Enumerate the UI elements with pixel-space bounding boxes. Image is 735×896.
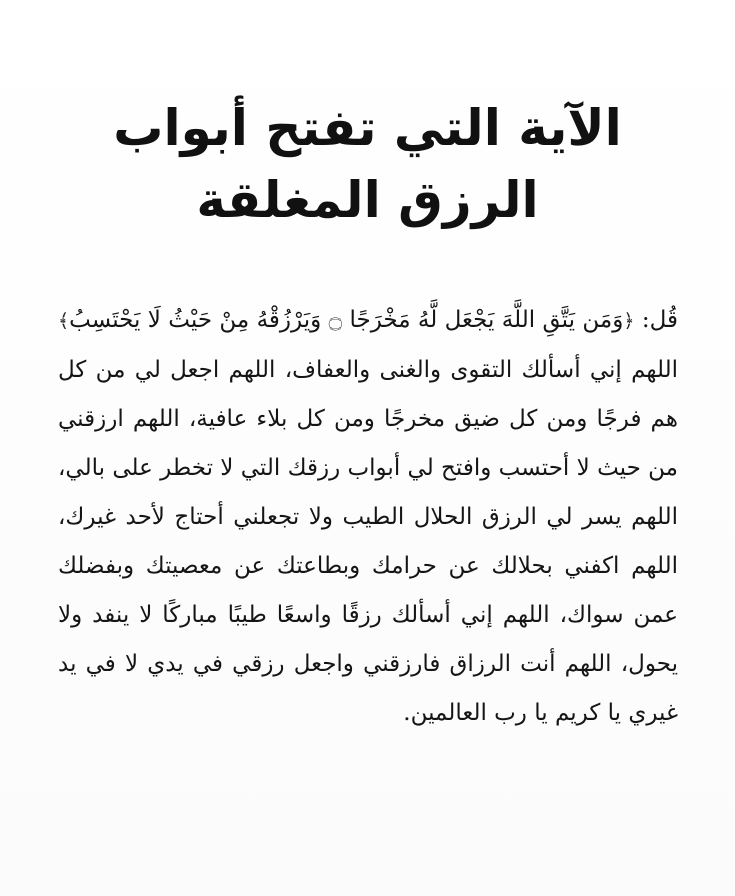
dua-text: اللهم إني أسألك التقوى والغنى والعفاف، اللهم اجعل لي من كل هم فرجًا ومن كل ضيق مخرجًا ومن كل بلاء عافية، اللهم ارزقني من حيث لا أحتسب وافتح لي أبواب رزقك التي لا تخطر على بالي، اللهم يسر لي الرزق الحلال الطيب ولا تجعلني أحتاج لأحد غيرك، اللهم اكفني بحلالك عن حرامك وبطاعتك عن معصيتك وبفضلك عمن سواك، اللهم إني أسألك رزقًا واسعًا طيبًا مباركًا لا ينفد ولا يحول، اللهم أنت الرزاق فارزقني واجعل رزقي في يدي لا في يد غيري يا كريم يا رب العالمين.: [58, 357, 678, 726]
title-line-1: الآية التي تفتح أبواب: [113, 99, 622, 157]
prayer-text: [58, 296, 678, 738]
verse-close-bracket: ﴾: [58, 310, 70, 332]
quran-verse: وَمَن يَتَّقِ اللَّهَ يَجْعَل لَّهُ مَخْرَجًا ۝ وَيَرْزُقْهُ مِنْ حَيْثُ لَا يَحْتَسِبُ: [69, 307, 624, 333]
title-line-2: الرزق المغلقة: [196, 171, 539, 229]
page-title: [40, 92, 695, 236]
verse-open-bracket: ﴿: [623, 310, 635, 332]
intro-text: قُل:: [634, 307, 678, 333]
